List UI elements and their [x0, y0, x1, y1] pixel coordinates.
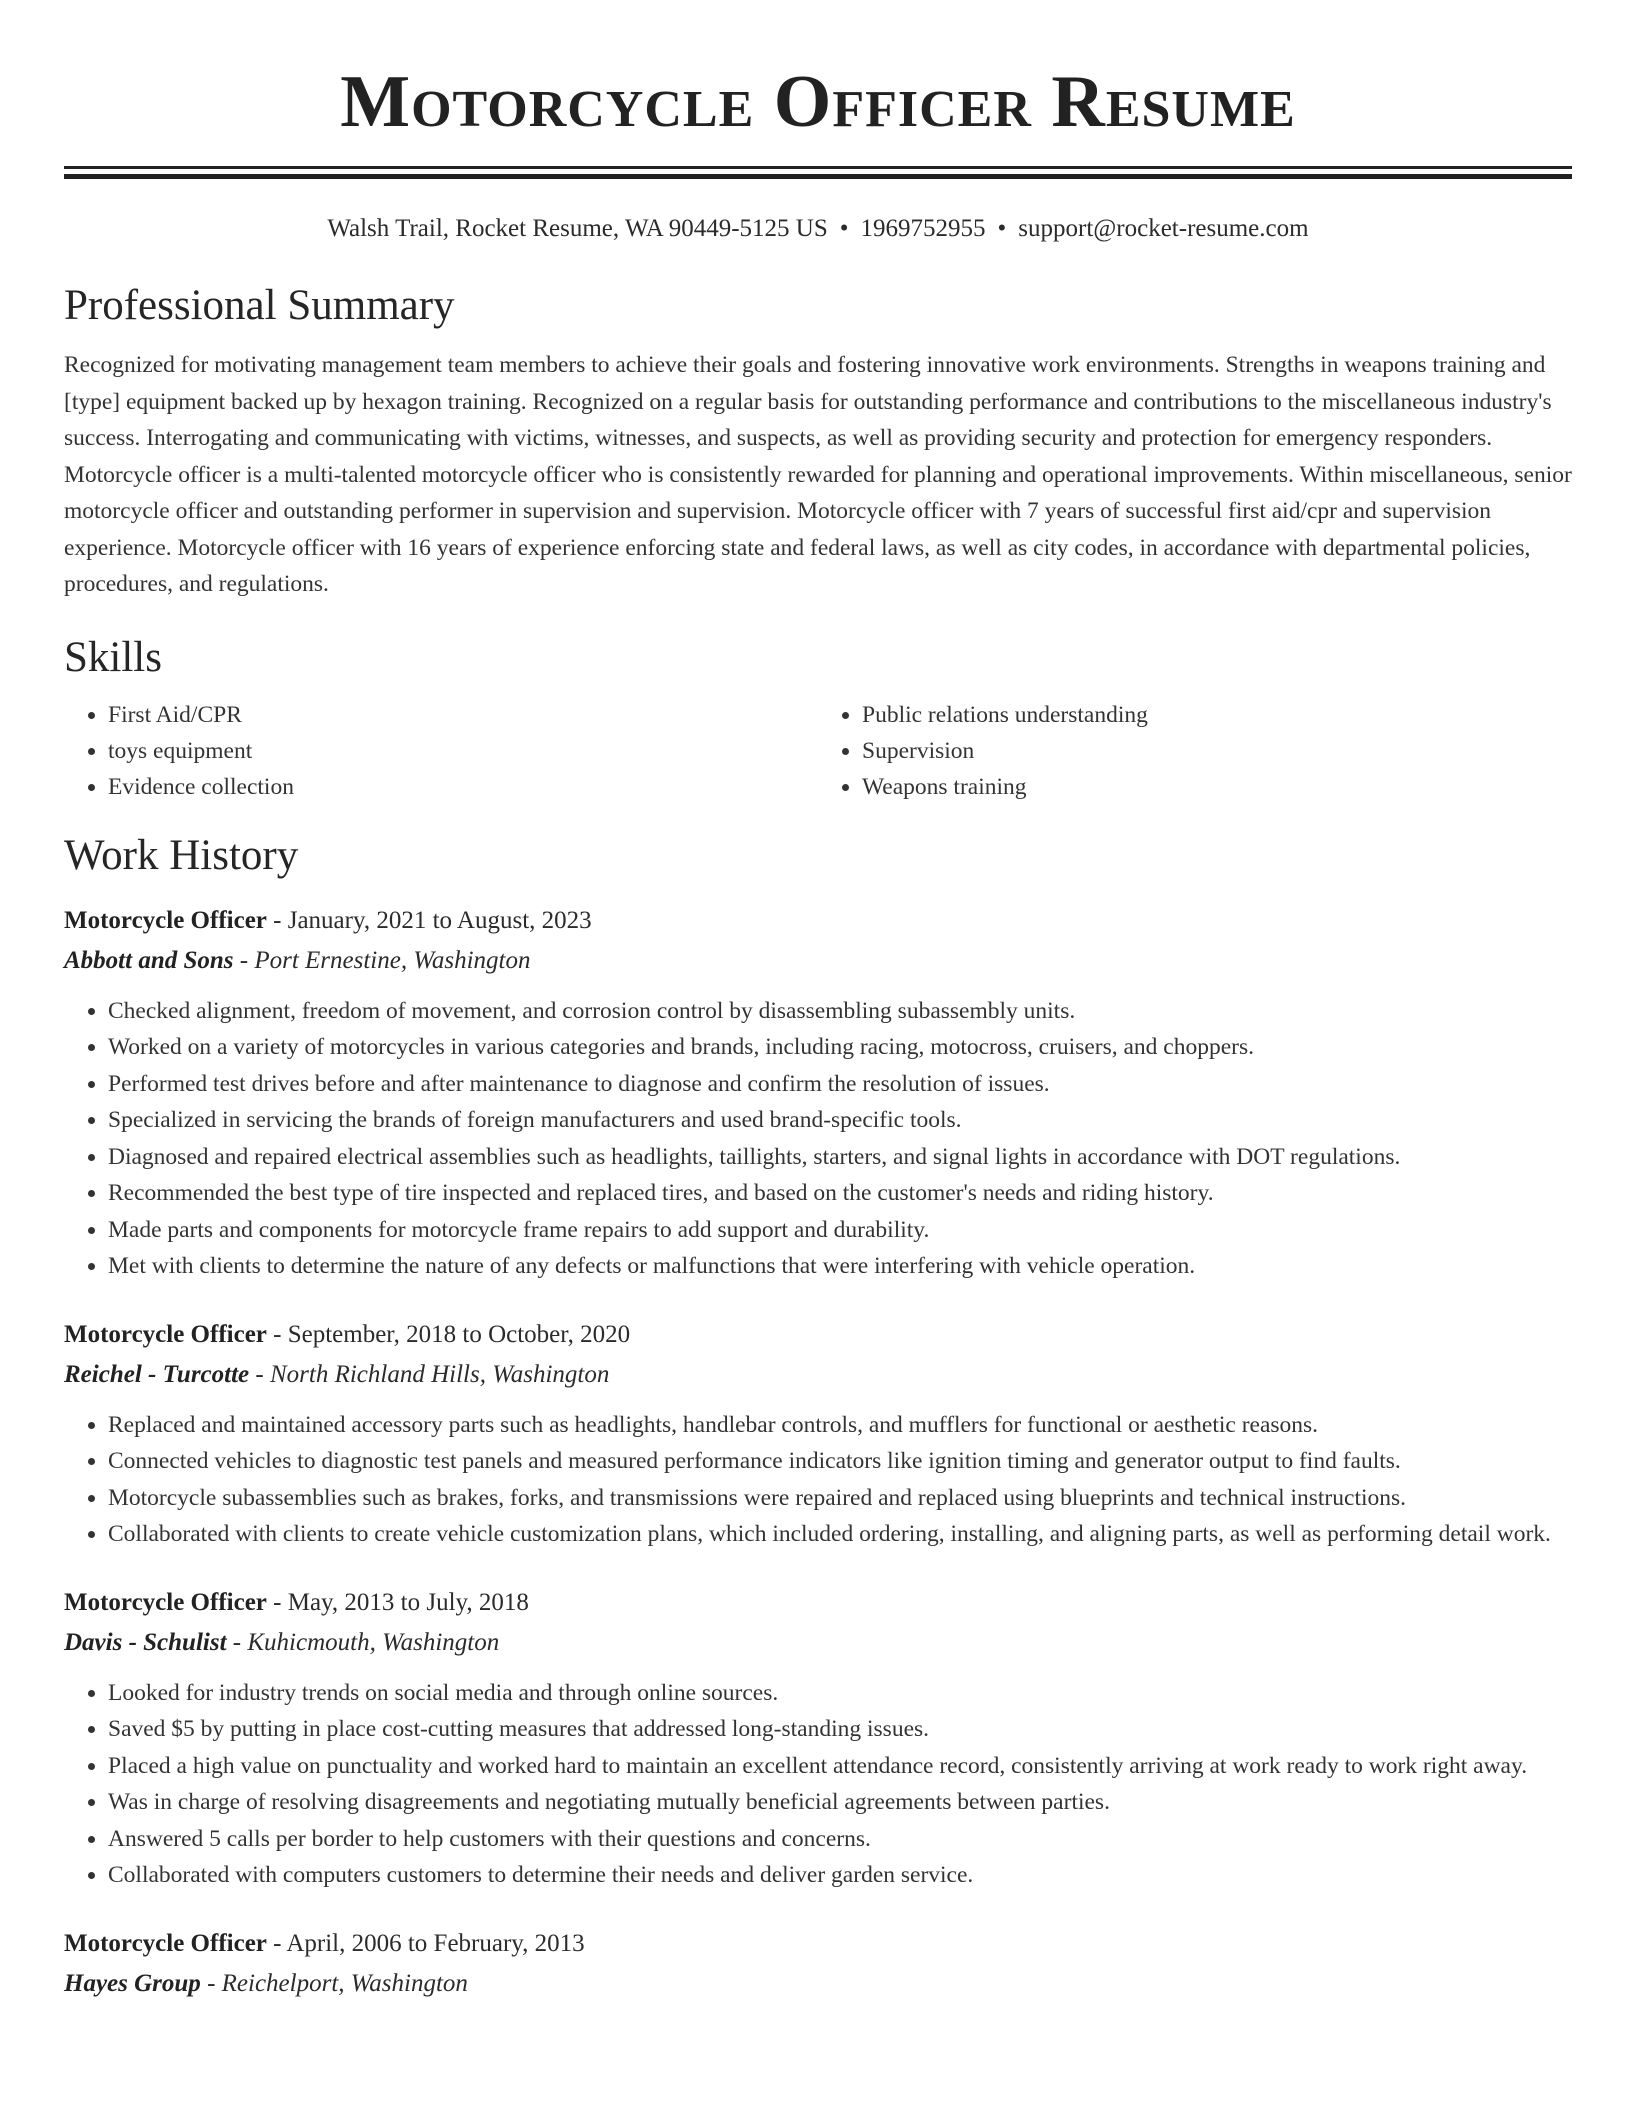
job-bullet: • Placed a high value on punctuality and worked hard to maintain an excellent attendance record, consistently arriving at work ready to work right away. — [108, 1748, 1572, 1785]
job-bullet: • Looked for industry trends on social media and through online sources. — [108, 1675, 1572, 1712]
job-bullet: • Motorcycle subassemblies such as brakes, forks, and transmissions were repaired and replaced using blueprints and technical instructions. — [108, 1480, 1572, 1517]
contact-separator: • — [997, 215, 1007, 242]
job-dates: April, 2006 to February, 2013 — [286, 1929, 585, 1957]
contact-separator: • — [839, 215, 849, 242]
job-company-line: Hayes Group - Reichelport, Washington — [64, 1969, 468, 1997]
summary-heading: Professional Summary — [64, 282, 455, 329]
skill-item: • Supervision — [862, 733, 1572, 769]
job-location: Port Ernestine, Washington — [254, 946, 531, 974]
job-title: Motorcycle Officer — [64, 1929, 267, 1957]
skill-item: • First Aid/CPR — [108, 697, 818, 733]
job-entry — [64, 901, 1572, 1285]
contact-email: support@rocket-resume.com — [1018, 215, 1309, 242]
job-entry — [64, 1315, 1572, 1553]
job-dates: May, 2013 to July, 2018 — [287, 1588, 529, 1616]
job-title: Motorcycle Officer — [64, 1588, 267, 1616]
job-bullet: • Replaced and maintained accessory parts such as headlights, handlebar controls, and mufflers for functional or aesthetic reasons. — [108, 1407, 1572, 1444]
job-bullets — [64, 993, 1572, 1285]
work-history-heading: Work History — [64, 831, 299, 879]
skill-item: • Public relations understanding — [862, 697, 1572, 733]
job-company: Abbott and Sons — [64, 946, 234, 974]
job-bullet: • Met with clients to determine the nature of any defects or malfunctions that were interfering with vehicle operation. — [108, 1248, 1572, 1285]
title-divider-thin — [64, 166, 1572, 169]
job-company: Reichel - Turcotte — [64, 1360, 250, 1388]
skills-column-left — [64, 697, 818, 805]
job-bullet: • Made parts and components for motorcycle frame repairs to add support and durability. — [108, 1212, 1572, 1249]
job-title-line: Motorcycle Officer - September, 2018 to October, 2020 — [64, 1320, 631, 1348]
job-location: Reichelport, Washington — [221, 1969, 468, 1997]
job-location: North Richland Hills, Washington — [269, 1360, 610, 1388]
job-company-line: Abbott and Sons - Port Ernestine, Washington — [64, 946, 531, 974]
skills-list — [64, 697, 1572, 805]
job-bullet: • Collaborated with clients to create vehicle customization plans, which included ordering, installing, and aligning parts, as well as performing detail work. — [108, 1516, 1572, 1553]
job-title-line: Motorcycle Officer - April, 2006 to February, 2013 — [64, 1929, 585, 1957]
job-bullet: • Was in charge of resolving disagreements and negotiating mutually beneficial agreements between parties. — [108, 1784, 1572, 1821]
job-bullet: • Recommended the best type of tire inspected and replaced tires, and based on the customer's needs and riding history. — [108, 1175, 1572, 1212]
job-bullet: • Answered 5 calls per border to help customers with their questions and concerns. — [108, 1821, 1572, 1858]
skill-item: • toys equipment — [108, 733, 818, 769]
job-title: Motorcycle Officer — [64, 1320, 267, 1348]
contact-line — [64, 213, 1572, 245]
job-bullet: • Checked alignment, freedom of movement, and corrosion control by disassembling subassembly units. — [108, 993, 1572, 1030]
job-bullet: • Specialized in servicing the brands of foreign manufacturers and used brand-specific tools. — [108, 1102, 1572, 1139]
job-title-line: Motorcycle Officer - January, 2021 to August, 2023 — [64, 906, 592, 934]
job-title: Motorcycle Officer — [64, 906, 267, 934]
job-company-line: Davis - Schulist - Kuhicmouth, Washington — [64, 1628, 500, 1656]
job-company: Hayes Group — [64, 1969, 201, 1997]
job-bullet: • Performed test drives before and after maintenance to diagnose and confirm the resolution of issues. — [108, 1066, 1572, 1103]
job-dates: January, 2021 to August, 2023 — [287, 906, 592, 934]
job-entry — [64, 1924, 1572, 2004]
skills-column-right — [818, 697, 1572, 805]
job-bullet: • Connected vehicles to diagnostic test panels and measured performance indicators like ignition timing and generator output to find faults. — [108, 1443, 1572, 1480]
job-bullet: • Collaborated with computers customers to determine their needs and deliver garden service. — [108, 1857, 1572, 1894]
skill-item: • Evidence collection — [108, 769, 818, 805]
job-dates: September, 2018 to October, 2020 — [287, 1320, 631, 1348]
job-entry — [64, 1583, 1572, 1894]
resume-page — [64, 0, 1572, 2004]
title-divider-thick — [64, 174, 1572, 179]
job-location: Kuhicmouth, Washington — [247, 1628, 500, 1656]
job-bullets — [64, 1407, 1572, 1553]
job-title-line: Motorcycle Officer - May, 2013 to July, 2018 — [64, 1588, 529, 1616]
job-bullet: • Saved $5 by putting in place cost-cutting measures that addressed long-standing issues. — [108, 1711, 1572, 1748]
skills-heading: Skills — [64, 633, 162, 681]
job-company: Davis - Schulist — [64, 1628, 227, 1656]
summary-text: Recognized for motivating management team members to achieve their goals and fostering innovative work environments. Strengths in weapons training and [type] equipment backed up by hexagon training. Recognized on a regular basis for outstanding performance and contributions to the miscellaneous industry's success. Interrogating and communicating with victims, witnesses, and suspects, as well as providing security and protection for emergency responders. Motorcycle officer is a multi-talented motorcycle officer who is consistently rewarded for planning and operational improvements. Within miscellaneous, senior motorcycle officer and outstanding performer in supervision and supervision. Motorcycle officer with 7 years of successful first aid/cpr and supervision experience. Motorcycle officer with 16 years of experience enforcing state and federal laws, as well as city codes, in accordance with departmental policies, procedures, and regulations. — [64, 352, 1572, 597]
job-bullet: • Worked on a variety of motorcycles in various categories and brands, including racing, motocross, cruisers, and choppers. — [108, 1029, 1572, 1066]
contact-phone: 1969752955 — [860, 215, 986, 242]
job-bullet: • Diagnosed and repaired electrical assemblies such as headlights, taillights, starters, and signal lights in accordance with DOT regulations. — [108, 1139, 1572, 1176]
job-company-line: Reichel - Turcotte - North Richland Hills, Washington — [64, 1360, 610, 1388]
resume-title: Motorcycle Officer Resume — [340, 61, 1296, 143]
job-bullets — [64, 1675, 1572, 1894]
contact-address: Walsh Trail, Rocket Resume, WA 90449-5125 US — [327, 215, 828, 242]
skill-item: • Weapons training — [862, 769, 1572, 805]
